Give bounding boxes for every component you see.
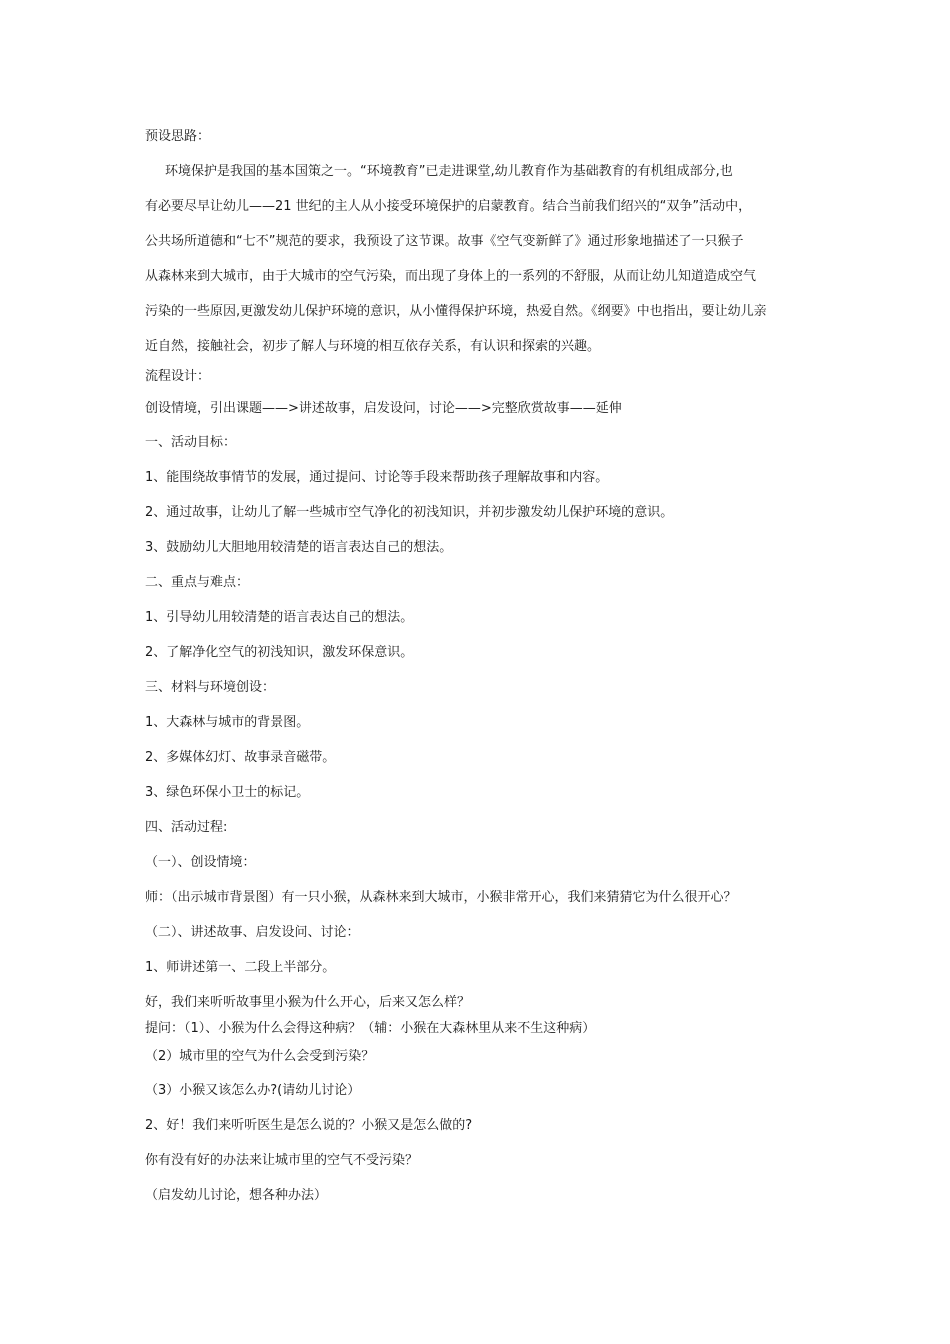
goal-item: 3、鼓励幼儿大胆地用较清楚的语言表达自己的想法。 bbox=[145, 540, 453, 555]
approach-line-3: 公共场所道德和“七不”规范的要求，我预设了这节课。故事《空气变新鲜了》通过形象地描述了一只猴子 bbox=[145, 234, 744, 249]
process-line: 你有没有好的办法来让城市里的空气不受污染？ bbox=[145, 1153, 419, 1168]
process-line: （2）城市里的空气为什么会受到污染？ bbox=[145, 1049, 375, 1064]
section-3-title: 三、材料与环境创设： bbox=[145, 680, 276, 695]
heading-approach: 预设思路： bbox=[145, 129, 211, 144]
approach-line-2: 有必要尽早让幼儿——21 世纪的主人从小接受环境保护的启蒙教育。结合当前我们绍兴的“双争”活动中， bbox=[145, 199, 752, 214]
goal-item: 2、通过故事，让幼儿了解一些城市空气净化的初浅知识，并初步激发幼儿保护环境的意识。 bbox=[145, 505, 674, 520]
approach-line-1: 环境保护是我国的基本国策之一。“环境教育”已走进课堂,幼儿教育作为基础教育的有机组成部分,也 bbox=[165, 164, 733, 179]
section-1-title: 一、活动目标： bbox=[145, 435, 237, 450]
material-item: 1、大森林与城市的背景图。 bbox=[145, 715, 310, 730]
process-line: 提问：（1）、小猴为什么会得这种病？（辅：小猴在大森林里从来不生这种病） bbox=[145, 1021, 596, 1036]
process-line: （一）、创设情境： bbox=[145, 855, 256, 870]
heading-flow: 流程设计： bbox=[145, 369, 211, 384]
process-line: 师：（出示城市背景图）有一只小猴，从森林来到大城市，小猴非常开心，我们来猜猜它为什么很开心？ bbox=[145, 890, 737, 905]
process-line: 2、好！我们来听听医生是怎么说的？小猴又是怎么做的? bbox=[145, 1118, 473, 1133]
section-4-title: 四、活动过程: bbox=[145, 820, 228, 835]
process-line: 好，我们来听听故事里小猴为什么开心，后来又怎么样？ bbox=[145, 995, 471, 1010]
key-point-item: 1、引导幼儿用较清楚的语言表达自己的想法。 bbox=[145, 610, 414, 625]
material-item: 3、绿色环保小卫士的标记。 bbox=[145, 785, 310, 800]
approach-line-4: 从森林来到大城市，由于大城市的空气污染，而出现了身体上的一系列的不舒服，从而让幼儿知道造成空气 bbox=[145, 269, 757, 284]
flow-text: 创设情境，引出课题——>讲述故事，启发设问，讨论——>完整欣赏故事——延伸 bbox=[145, 401, 622, 416]
process-line: （二）、讲述故事、启发设问、讨论： bbox=[145, 925, 360, 940]
process-line: （3）小猴又该怎么办?(请幼儿讨论） bbox=[145, 1083, 361, 1098]
goal-item: 1、能围绕故事情节的发展，通过提问、讨论等手段来帮助孩子理解故事和内容。 bbox=[145, 470, 609, 485]
approach-line-6: 近自然，接触社会，初步了解人与环境的相互依存关系，有认识和探索的兴趣。 bbox=[145, 339, 601, 354]
key-point-item: 2、了解净化空气的初浅知识，激发环保意识。 bbox=[145, 645, 414, 660]
section-2-title: 二、重点与难点： bbox=[145, 575, 250, 590]
material-item: 2、多媒体幻灯、故事录音磁带。 bbox=[145, 750, 336, 765]
process-line: （启发幼儿讨论，想各种办法） bbox=[145, 1188, 328, 1203]
document-body bbox=[145, 128, 815, 1205]
process-line: 1、师讲述第一、二段上半部分。 bbox=[145, 960, 336, 975]
approach-line-5: 污染的一些原因,更激发幼儿保护环境的意识，从小懂得保护环境，热爱自然。《纲要》中也指出，要让幼儿亲 bbox=[145, 304, 767, 319]
